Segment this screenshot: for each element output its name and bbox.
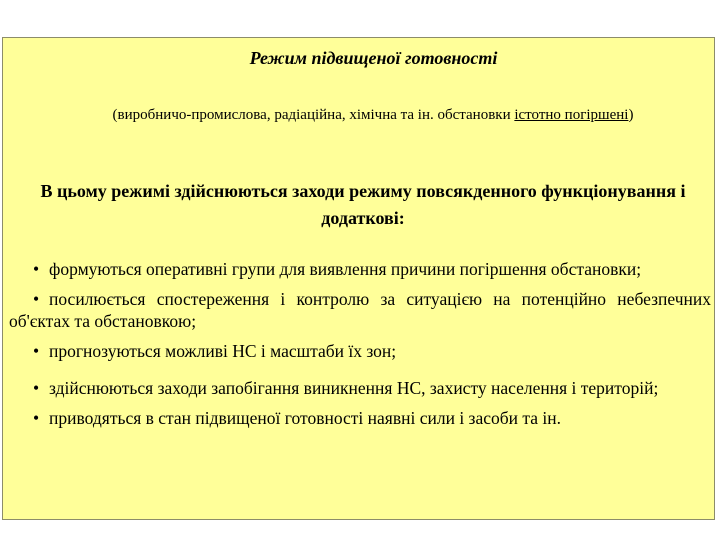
list-item-text: приводяться в стан підвищеної готовності наявні сили і засоби та ін.: [49, 407, 562, 428]
subtitle-close: ): [628, 107, 634, 123]
bullet-icon: •: [33, 288, 40, 309]
list-item: [9, 340, 711, 363]
list-item: [9, 288, 711, 333]
list-item: [9, 377, 711, 400]
page-title: Режим підвищеної готовності: [249, 48, 498, 68]
lead-text: В цьому режимі здійснюються заходи режиму повсякденного функціонування і додаткові:: [40, 181, 686, 228]
subtitle-underlined: істотно погіршені: [514, 107, 629, 123]
bullet-list: [9, 258, 711, 436]
bullet-icon: •: [33, 340, 40, 361]
subtitle-text: (виробничо-промислова, радіаційна, хімічна та ін. обстановки: [112, 107, 515, 123]
bullet-icon: •: [33, 378, 40, 398]
subtitle: [63, 104, 683, 126]
bullet-icon: •: [33, 259, 40, 279]
slide-panel: [2, 37, 715, 520]
list-item: [9, 407, 711, 430]
bullet-icon: •: [33, 407, 40, 428]
list-item-text: прогнозуються можливі НС і масштаби їх зон;: [49, 340, 397, 361]
list-item-text: посилюється спостереження і контролю за ситуацією на потенційно небезпечних об'єктах та обстановкою;: [9, 288, 711, 331]
list-item-text: формуються оперативні групи для виявлення причини погіршення обстановки;: [49, 259, 642, 279]
list-item-text: здійснюються заходи запобігання виникнення НС, захисту населення і територій;: [49, 378, 659, 398]
list-item: [9, 258, 711, 281]
